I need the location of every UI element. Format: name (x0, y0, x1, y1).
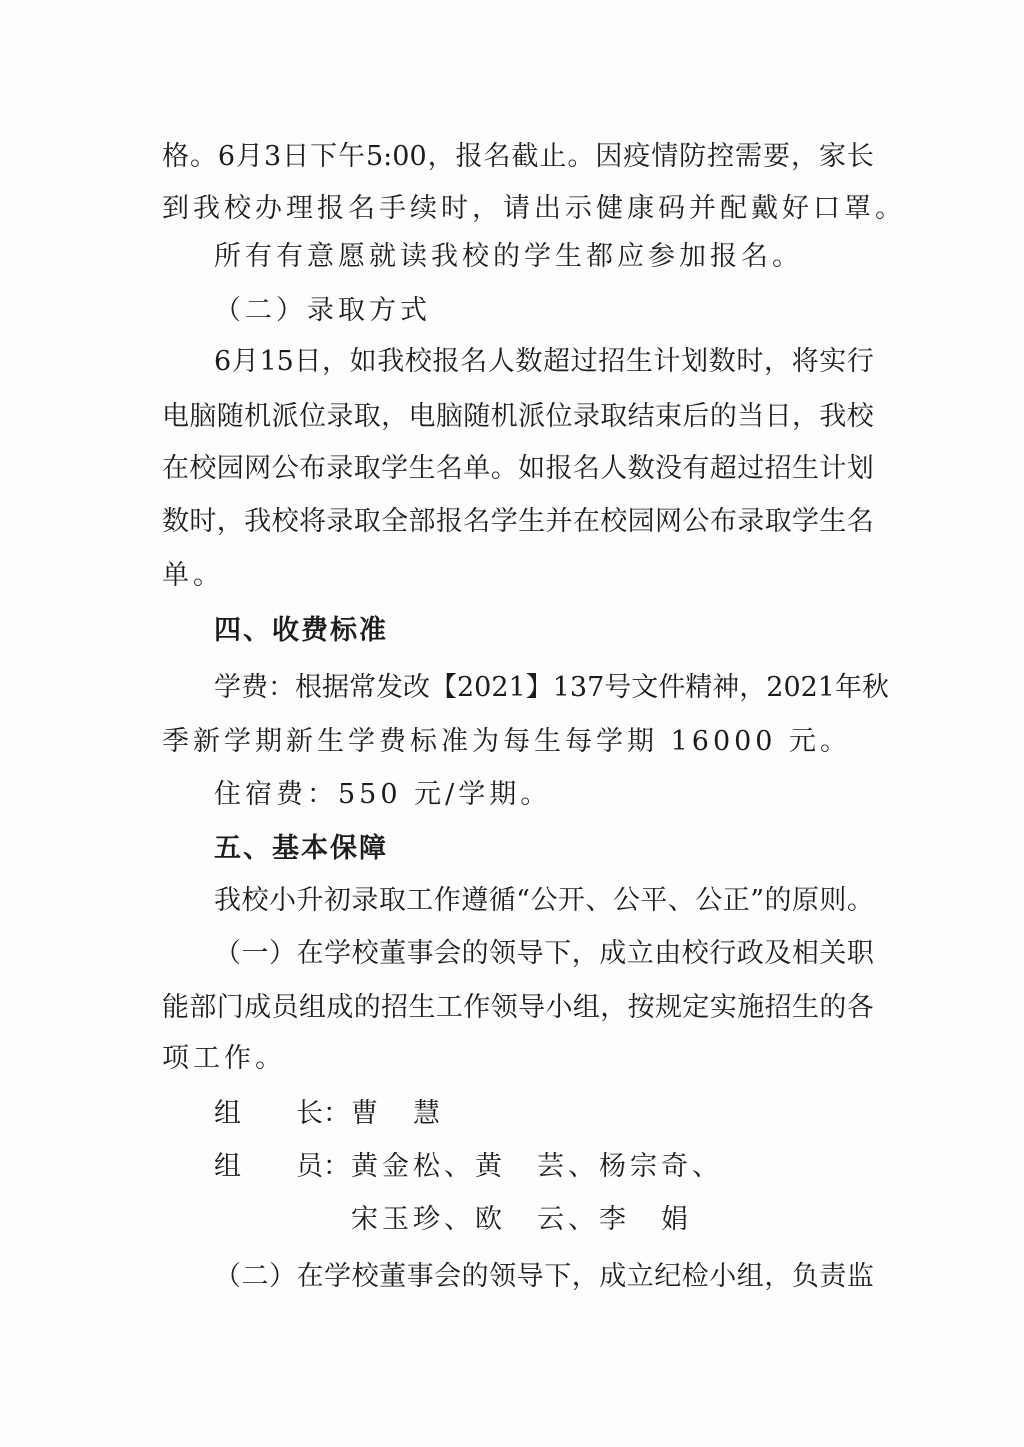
leader-label-2: 长： (296, 1098, 350, 1129)
section-heading: 五、基本保障 (214, 833, 388, 864)
paragraph-line: 我 校 小 升 初 录 取 工 作 遵 循 “ 公 开 、 公 平 、 公 正 ” 的 原 则 。 (214, 885, 874, 916)
paragraph-line-final: （ 二 ） 在 学 校 董 事 会 的 领 导 下 ， 成 立 纪 检 小 组 ， 负 责 监 (214, 1261, 874, 1292)
paragraph-line: 数 时 ， 我 校 将 录 取 全 部 报 名 学 生 并 在 校 园 网 公 布 录 取 学 生 名 (162, 506, 874, 537)
leader-names: 曹 慧 (351, 1098, 444, 1129)
member-label-2: 员： (296, 1151, 350, 1182)
paragraph-line: 格 。 6 月 3 日 下 午 5:00 ， 报 名 截 止 。 因 疫 情 防 控 需 要 ， 家 长 (162, 141, 874, 172)
paragraph-line: 6 月 15 日 ， 如 我 校 报 名 人 数 超 过 招 生 计 划 数 时 ， 将 实 行 (214, 346, 874, 377)
paragraph-line: 电 脑 随 机 派 位 录 取 ， 电 脑 随 机 派 位 录 取 结 束 后 的 当 日 ， 我 校 (162, 401, 874, 432)
paragraph-line: 能 部 门 成 员 组 成 的 招 生 工 作 领 导 小 组 ， 按 规 定 实 施 招 生 的 各 (162, 992, 874, 1023)
section-heading: 四、收费标准 (214, 615, 388, 646)
paragraph-line: 到我校办理报名手续时，请出示健康码并配戴好口罩。 (162, 193, 906, 224)
paragraph-line: 季新学期新生学费标准为每生每学期 16000 元。 (162, 726, 852, 757)
leader-label-1: 组 (214, 1098, 241, 1129)
paragraph-line: （二）录取方式 (214, 295, 431, 326)
paragraph-line: 学 费 ： 根 据 常 发 改 【 2021 】 137 号 文 件 精 神 ， 2021 年 秋 (214, 672, 889, 703)
member-names-line-1: 黄金松、黄 芸、杨宗奇、 (351, 1151, 723, 1182)
paragraph-line: 在 校 园 网 公 布 录 取 学 生 名 单 。 如 报 名 人 数 没 有 超 过 招 生 计 划 (162, 453, 874, 484)
paragraph-line: 单。 (162, 560, 224, 591)
member-label-1: 组 (214, 1151, 241, 1182)
paragraph-line: 住宿费：550 元/学期。 (214, 779, 552, 810)
paragraph-line: 项工作。 (162, 1043, 286, 1074)
member-names-line-2: 宋玉珍、欧 云、李 娟 (351, 1204, 692, 1235)
paragraph-line: （ 一 ） 在 学 校 董 事 会 的 领 导 下 ， 成 立 由 校 行 政 及 相 关 职 (214, 938, 874, 969)
paragraph-line: 所有有意愿就读我校的学生都应参加报名。 (214, 241, 803, 272)
